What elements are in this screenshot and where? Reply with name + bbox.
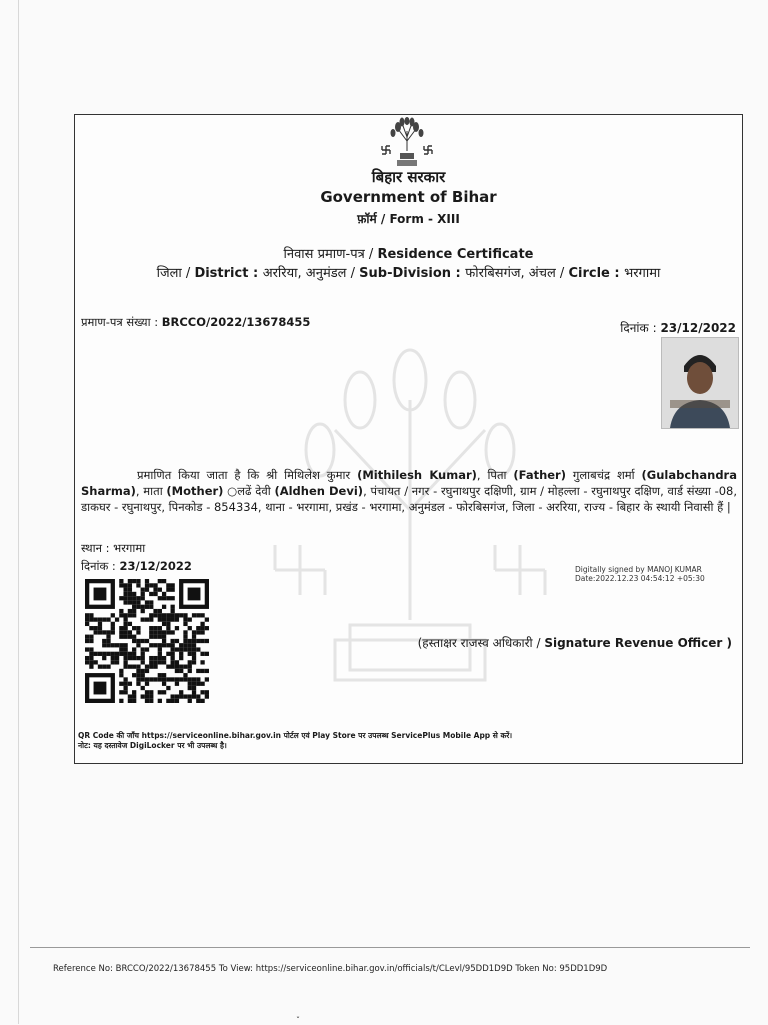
form-number: फ़ॉर्म / Form - XIII: [357, 212, 460, 226]
subdivision-label: Sub-Division :: [359, 266, 466, 281]
government-title: Government of Bihar: [320, 188, 497, 206]
applicant-photo: [661, 337, 739, 429]
applicant-name: (Mithilesh Kumar): [357, 467, 477, 482]
body-text-part-4: , माता: [135, 483, 167, 498]
certificate-date: [620, 319, 736, 336]
person-photo-icon: [662, 338, 738, 428]
father-name: (Gulabchandra Sharma): [81, 467, 737, 498]
certificate-frame: [74, 114, 743, 764]
certificate-number: [81, 315, 310, 330]
jurisdiction-line: [75, 263, 742, 281]
digital-signature-date: Date:2022.12.23 04:54:12 +05:30: [575, 574, 705, 583]
issue-date-value: 23/12/2022: [119, 559, 192, 573]
issue-place-value: भरगामा: [113, 541, 146, 555]
signatory: [418, 634, 732, 651]
certificate-type-hindi: निवास प्रमाण-पत्र /: [283, 247, 378, 262]
bihar-emblem-icon: [378, 117, 436, 169]
mother-name: (Aldhen Devi): [274, 483, 364, 498]
issue-place-label: स्थान :: [81, 541, 114, 555]
certificate-date-value: 23/12/2022: [660, 321, 736, 335]
mother-label: (Mother): [166, 483, 224, 498]
body-text-part-6: , पंचायत / नगर - रघुनाथपुर दक्षिणी, ग्राम / मोहल्ला - रघुनाथपुर दक्षिण, वार्ड संख्या -08, डाकघर - रघुनाथपुर, पिनकोड - 854334, थाना - भरगामा, प्रखंड - भरगामा, अनुमंडल - फोरबिसगंज, जिला - अररिया, राज्य - बिहार के स्थायी निवासी हैं |: [81, 483, 738, 514]
qr-verification-text: QR Code की जाँच https://serviceonline.bihar.gov.in पोर्टल एवं Play Store पर उपलब्ध ServicePlus Mobile App से करें।: [78, 731, 513, 740]
signatory-english: Signature Revenue Officer ): [544, 636, 732, 650]
signatory-hindi: (हस्ताक्षर राजस्व अधिकारी /: [417, 636, 545, 650]
certificate-number-value: BRCCO/2022/13678455: [161, 315, 311, 329]
circle-value: भरगामा: [624, 266, 661, 281]
body-text-part-5: ○लढें देवी: [223, 483, 275, 498]
verification-note: [78, 731, 512, 751]
issue-date: [81, 559, 192, 574]
district-value: अररिया, अनुमंडल /: [262, 266, 360, 281]
body-text-part-3: गुलाबचंद्र शर्मा: [565, 467, 642, 482]
scan-page-edge: [18, 0, 19, 1024]
certificate-number-label: प्रमाण-पत्र संख्या :: [81, 315, 162, 329]
digital-signature: [575, 565, 705, 583]
certificate-body: [81, 467, 737, 515]
qr-code-icon: [85, 579, 215, 703]
footer-divider: [30, 947, 750, 948]
district-label: District :: [194, 266, 263, 281]
certificate-date-label: दिनांक :: [620, 321, 661, 335]
certificate-type: [75, 244, 742, 262]
issue-place: [81, 541, 145, 556]
bihar-emblem-watermark: [265, 340, 555, 740]
government-title-hindi: बिहार सरकार: [371, 168, 446, 186]
scan-mark: ˇ: [296, 1016, 300, 1025]
body-text-part-2: , पिता: [476, 467, 514, 482]
district-label-hindi: जिला /: [156, 266, 195, 281]
certificate-type-english: Residence Certificate: [377, 247, 534, 262]
father-label: (Father): [513, 467, 566, 482]
issue-date-label: दिनांक :: [81, 559, 120, 573]
circle-label: Circle :: [568, 266, 625, 281]
digilocker-note: नोट: यह दस्तावेज DigiLocker पर भी उपलब्ध है।: [78, 741, 227, 750]
subdivision-value: फोरबिसगंज, अंचल /: [465, 266, 569, 281]
digital-signature-signer: Digitally signed by MANOJ KUMAR: [575, 565, 702, 574]
body-text-part-1: प्रमाणित किया जाता है कि श्री मिथिलेश कुमार: [137, 467, 358, 482]
reference-footer: Reference No: BRCCO/2022/13678455 To View: https://serviceonline.bihar.gov.in/officials/t/CLevl/95DD1D9D Token No: 95DD1D9D: [53, 964, 608, 974]
